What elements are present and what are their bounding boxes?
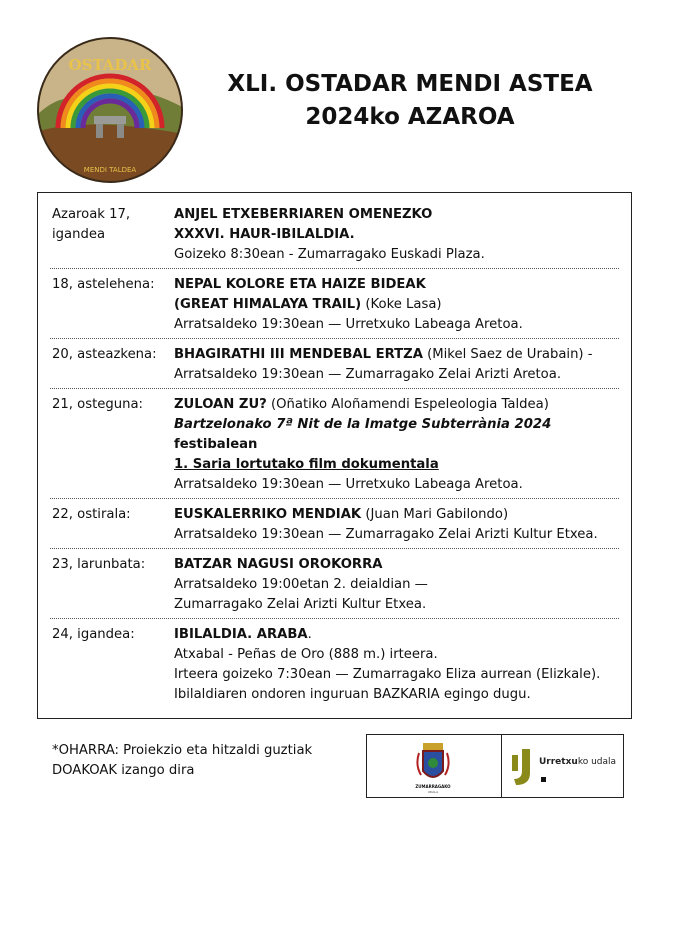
event-text-segment: Goizeko 8:30ean - Zumarragako Euskadi Plaza. xyxy=(174,247,485,262)
event-detail-line xyxy=(174,415,629,435)
logo-text-top: OSTADAR xyxy=(68,56,152,74)
event-details xyxy=(174,345,629,385)
event-text-segment: Bartzelonako 7ª Nit de la Imatge Subterrània 2024 xyxy=(174,417,552,432)
sponsor-left-sub: UDALA xyxy=(427,790,439,794)
schedule-table xyxy=(37,192,632,719)
event-day xyxy=(52,625,177,645)
title-line-2: 2024ko AZAROA xyxy=(305,104,515,130)
note-line-1: *OHARRA: Proiekzio eta hitzaldi guztiak xyxy=(52,743,313,758)
event-day-line: 22, ostirala: xyxy=(52,507,131,522)
event-details xyxy=(174,205,629,265)
event-detail-line xyxy=(174,435,629,455)
event-day-line: 18, astelehena: xyxy=(52,277,155,292)
event-text-segment: festibalean xyxy=(174,437,258,452)
event-separator xyxy=(50,388,619,389)
event-text-segment: BATZAR NAGUSI OROKORRA xyxy=(174,557,383,572)
event-text-segment: Arratsaldeko 19:30ean — Zumarragako Zelai Arizti Kultur Etxea. xyxy=(174,527,598,542)
event-day xyxy=(52,555,177,575)
event-text-segment: (Oñatiko Aloñamendi Espeleologia Taldea) xyxy=(266,397,549,412)
event-day-line: igandea xyxy=(52,227,106,242)
event-detail-line xyxy=(174,365,629,385)
event-detail-line xyxy=(174,455,629,475)
event-text-segment: IBILALDIA. ARABA xyxy=(174,627,308,642)
event-detail-line xyxy=(174,225,629,245)
event-day-line: 20, asteazkena: xyxy=(52,347,157,362)
event-separator xyxy=(50,498,619,499)
event-details xyxy=(174,275,629,335)
urretxu-label-bold: Urretxu xyxy=(539,757,578,767)
event-detail-line xyxy=(174,505,629,525)
event-detail-line xyxy=(174,275,629,295)
event-detail-line xyxy=(174,645,629,665)
event-day xyxy=(52,205,177,245)
event-separator xyxy=(50,618,619,619)
event-detail-line xyxy=(174,685,629,705)
event-text-segment: Atxabal - Peñas de Oro (888 m.) irteera. xyxy=(174,647,438,662)
event-day xyxy=(52,275,177,295)
event-day-line: 24, igandea: xyxy=(52,627,135,642)
event-text-segment: Arratsaldeko 19:00etan 2. deialdian — xyxy=(174,577,428,592)
event-day xyxy=(52,505,177,525)
event-text-segment: EUSKALERRIKO MENDIAK xyxy=(174,507,362,522)
event-detail-line xyxy=(174,345,629,365)
event-text-segment: (Juan Mari Gabilondo) xyxy=(361,507,509,522)
event-text-segment: NEPAL KOLORE ETA HAIZE BIDEAK xyxy=(174,277,426,292)
event-day xyxy=(52,395,177,415)
event-day xyxy=(52,345,177,365)
ostadar-logo xyxy=(36,36,184,184)
event-separator xyxy=(50,268,619,269)
event-text-segment: Ibilaldiaren ondoren inguruan BAZKARIA egingo dugu. xyxy=(174,687,531,702)
event-text-segment: ANJEL ETXEBERRIAREN OMENEZKO xyxy=(174,207,433,222)
event-text-segment: Arratsaldeko 19:30ean — Urretxuko Labeaga Aretoa. xyxy=(174,477,523,492)
event-text-segment: (Mikel Saez de Urabain) - xyxy=(422,347,593,362)
zumarraga-coat-of-arms-icon xyxy=(413,741,453,795)
event-text-segment: . xyxy=(307,627,312,642)
event-day-line: Azaroak 17, xyxy=(52,207,131,222)
event-text-segment: Zumarragako Zelai Arizti Kultur Etxea. xyxy=(174,597,427,612)
event-text-segment: XXXVI. HAUR-IBILALDIA. xyxy=(174,227,355,242)
logo-text-bottom: MENDI TALDEA xyxy=(83,166,137,174)
event-day-line: 21, osteguna: xyxy=(52,397,143,412)
urretxu-label xyxy=(539,757,616,767)
event-detail-line xyxy=(174,475,629,495)
urretxu-logo-icon xyxy=(508,747,536,787)
event-detail-line xyxy=(174,395,629,415)
event-detail-line xyxy=(174,555,629,575)
event-detail-line xyxy=(174,665,629,685)
event-detail-line xyxy=(174,245,629,265)
title-line-1: XLI. OSTADAR MENDI ASTEA xyxy=(227,71,593,97)
page-title xyxy=(200,68,620,134)
event-detail-line xyxy=(174,205,629,225)
note xyxy=(52,741,312,781)
event-separator xyxy=(50,338,619,339)
event-text-segment: (Koke Lasa) xyxy=(361,297,442,312)
sponsor-left-caption: ZUMARRAGAKO xyxy=(415,784,451,789)
urretxu-dot xyxy=(541,777,546,782)
event-details xyxy=(174,505,629,545)
event-detail-line xyxy=(174,575,629,595)
sponsor-logos xyxy=(366,734,624,798)
event-text-segment: BHAGIRATHI III MENDEBAL ERTZA xyxy=(174,347,423,362)
event-details xyxy=(174,555,629,615)
event-detail-line xyxy=(174,315,629,335)
event-detail-line xyxy=(174,595,629,615)
event-detail-line xyxy=(174,525,629,545)
event-text-segment: Arratsaldeko 19:30ean — Zumarragako Zelai Arizti Aretoa. xyxy=(174,367,562,382)
event-details xyxy=(174,395,629,495)
urretxu-label-rest: ko udala xyxy=(577,757,617,767)
event-separator xyxy=(50,548,619,549)
event-detail-line xyxy=(174,625,629,645)
event-details xyxy=(174,625,629,705)
event-text-segment: Arratsaldeko 19:30ean — Urretxuko Labeaga Aretoa. xyxy=(174,317,523,332)
event-day-line: 23, larunbata: xyxy=(52,557,146,572)
event-text-segment: ZULOAN ZU? xyxy=(174,397,267,412)
event-text-segment: Irteera goizeko 7:30ean — Zumarragako Eliza aurrean (Elizkale). xyxy=(174,667,601,682)
event-detail-line xyxy=(174,295,629,315)
note-line-2: DOAKOAK izango dira xyxy=(52,763,195,778)
event-text-segment: (GREAT HIMALAYA TRAIL) xyxy=(174,297,362,312)
sponsor-divider xyxy=(501,735,502,797)
event-text-segment: 1. Saria lortutako film dokumentala xyxy=(174,457,439,472)
